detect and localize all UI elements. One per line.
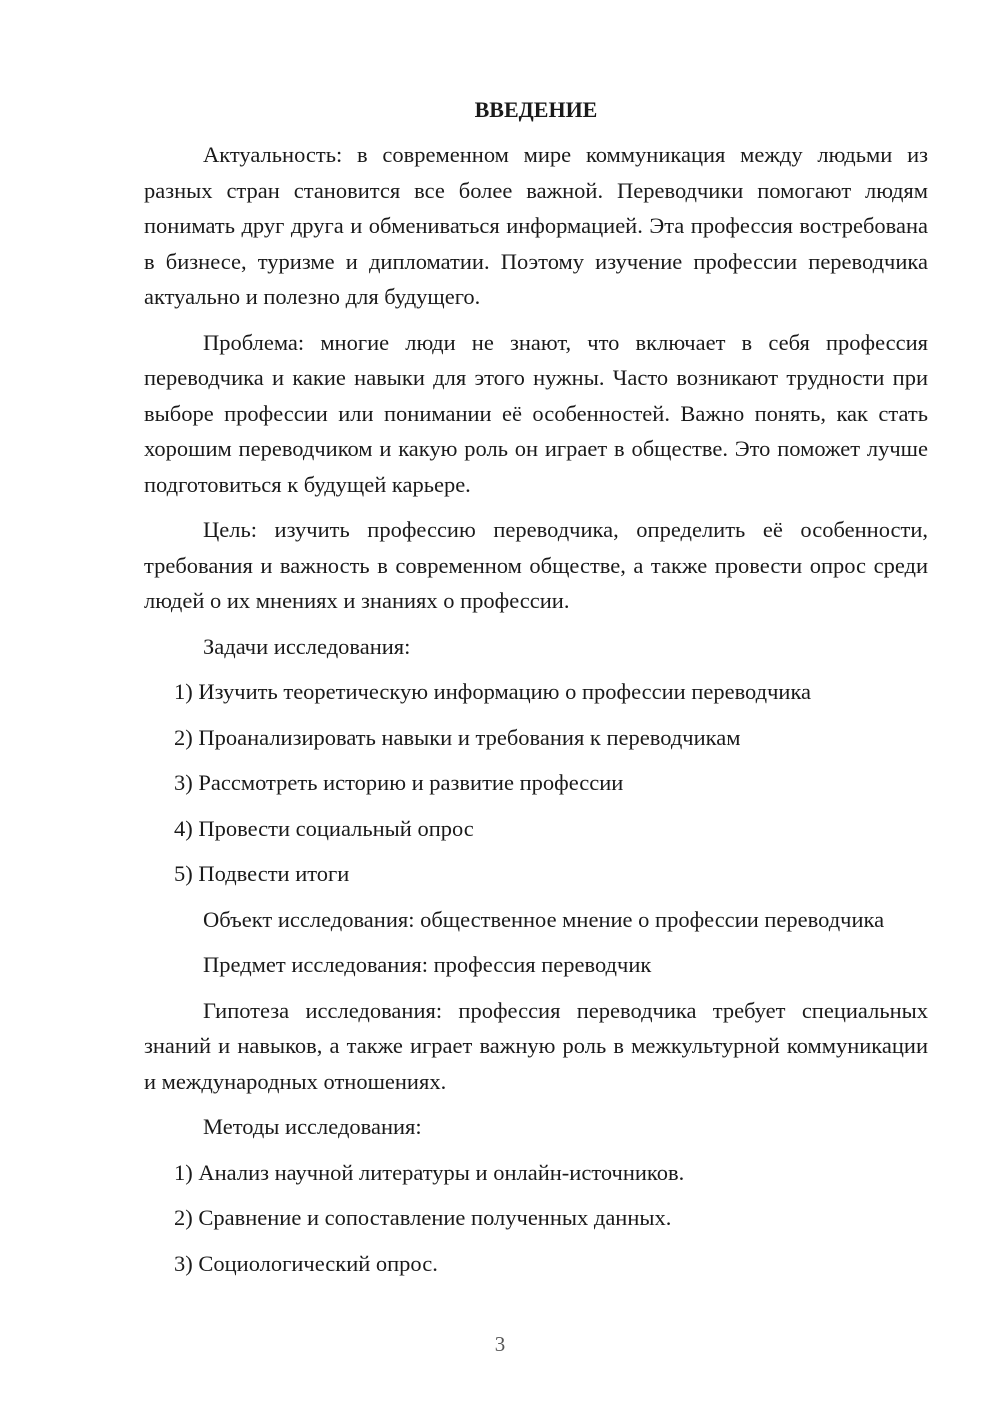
list-item: 1) Изучить теоретическую информацию о профессии переводчика (174, 679, 812, 704)
list-item: 2) Сравнение и сопоставление полученных данных. (174, 1205, 672, 1230)
methods-heading: Методы исследования: (203, 1114, 422, 1139)
list-item: 5) Подвести итоги (174, 861, 350, 886)
tasks-list (144, 674, 928, 892)
list-item: 1) Анализ научной литературы и онлайн-источников. (174, 1159, 685, 1185)
goal-paragraph: Цель: изучить профессию переводчика, определить её особенности, требования и важность в современном обществе, а также провести опрос среди людей о их мнениях и знаниях о профессии. (144, 517, 928, 613)
list-item: 4) Провести социальный опрос (174, 815, 474, 841)
relevance-paragraph: Актуальность: в современном мире коммуникация между людьми из разных стран становится все более важной. Переводчики помогают людям понимать друг друга и обмениваться информацией. Эта профессия востребована в бизнесе, туризме и дипломатии. Поэтому изучение профессии переводчика актуально и полезно для будущего. (144, 142, 928, 309)
object-paragraph: Объект исследования: общественное мнение о профессии переводчика (203, 906, 885, 932)
list-item: 3) Социологический опрос. (174, 1250, 438, 1276)
page-number: 3 (494, 1332, 506, 1356)
page-title: ВВЕДЕНИЕ (474, 97, 598, 122)
list-item: 2) Проанализировать навыки и требования к переводчикам (174, 724, 741, 750)
methods-list (144, 1155, 928, 1282)
problem-paragraph: Проблема: многие люди не знают, что включает в себя профессия переводчика и какие навыки для этого нужны. Часто возникают трудности при выборе профессии или понимании её особенностей. Важно понять, как стать хорошим переводчиком и какую роль он играет в обществе. Это поможет лучше подготовиться к будущей карьере. (144, 329, 928, 497)
list-item: 3) Рассмотреть историю и развитие профессии (174, 770, 624, 795)
hypothesis-paragraph: Гипотеза исследования: профессия переводчика требует специальных знаний и навыков, а также играет важную роль в межкультурной коммуникации и международных отношениях. (144, 997, 928, 1094)
tasks-heading: Задачи исследования: (203, 633, 411, 659)
page-content (144, 94, 928, 1291)
subject-paragraph: Предмет исследования: профессия переводчик (203, 952, 652, 977)
